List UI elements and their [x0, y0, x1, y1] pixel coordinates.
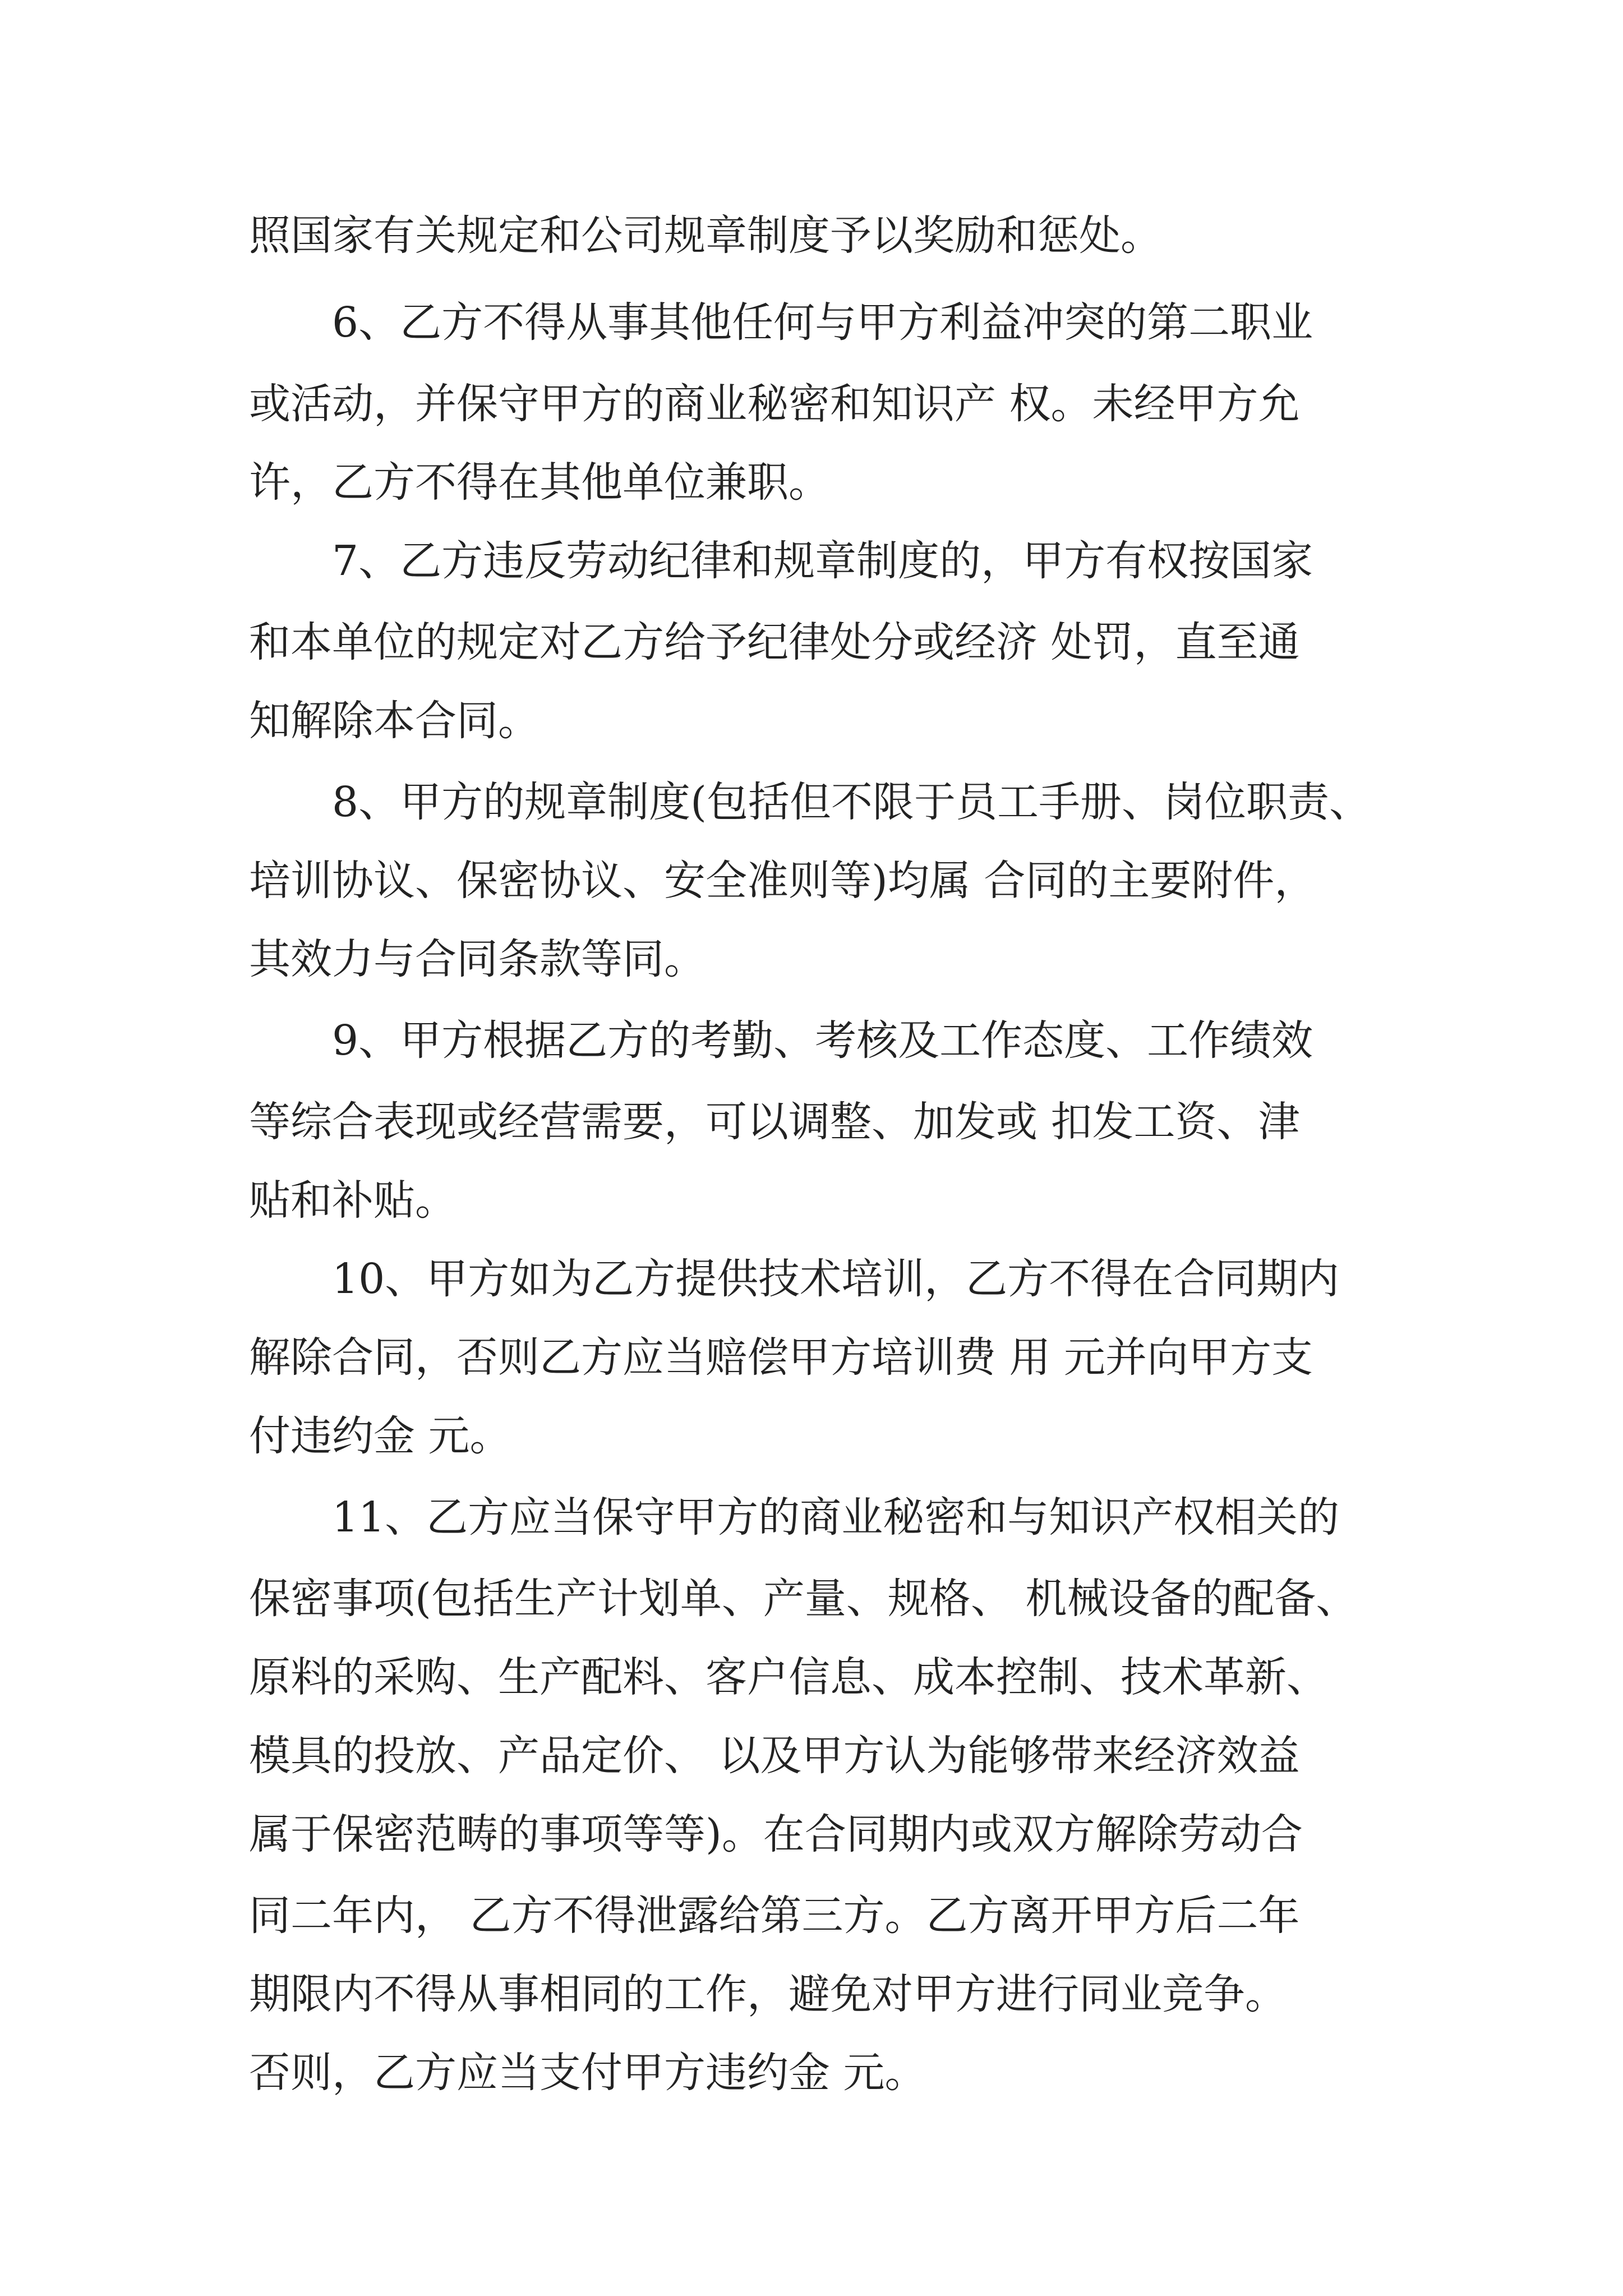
clause-7-start: 7、乙方违反劳动纪律和规章制度的，甲方有权按国家 — [332, 537, 1313, 585]
text-line: 等综合表现或经营需要，可以调整、加发或 扣发工资、津 — [249, 1098, 1300, 1146]
text-line: 培训协议、保密协议、安全准则等)均属 合同的主要附件， — [249, 857, 1316, 905]
text-line: 其效力与合同条款等同。 — [249, 935, 706, 983]
text-line: 解除合同，否则乙方应当赔偿甲方培训费 用 元并向甲方支 — [249, 1333, 1313, 1382]
text-line: 期限内不得从事相同的工作，避免对甲方进行同业竞争。 — [249, 1970, 1287, 2018]
text-line: 否则，乙方应当支付甲方违约金 元。 — [249, 2049, 926, 2097]
clause-8-start: 8、甲方的规章制度(包括但不限于员工手册、岗位职责、 — [332, 778, 1371, 826]
text-line: 同二年内， 乙方不得泄露给第三方。乙方离开甲方后二年 — [249, 1892, 1300, 1940]
text-line: 付违约金 元。 — [249, 1412, 511, 1460]
clause-11-start: 11、乙方应当保守甲方的商业秘密和与知识产权相关的 — [332, 1493, 1340, 1542]
text-line: 照国家有关规定和公司规章制度予以奖励和惩处。 — [249, 211, 1162, 260]
text-line: 知解除本合同。 — [249, 697, 540, 745]
clause-6-start: 6、乙方不得从事其他任何与甲方利益冲突的第二职业 — [332, 298, 1313, 347]
text-line: 保密事项(包括生产计划单、产量、规格、 机械设备的配备、 — [249, 1575, 1358, 1623]
text-line: 许，乙方不得在其他单位兼职。 — [249, 458, 830, 507]
text-line: 模具的投放、产品定价、 以及甲方认为能够带来经济效益 — [249, 1732, 1300, 1780]
text-line: 原料的采购、生产配料、客户信息、成本控制、技术革新、 — [249, 1653, 1328, 1701]
text-line: 或活动，并保守甲方的商业秘密和知识产 权。未经甲方允 — [249, 380, 1300, 428]
clause-10-start: 10、甲方如为乙方提供技术培训，乙方不得在合同期内 — [332, 1255, 1340, 1303]
text-line: 属于保密范畴的事项等等)。在合同期内或双方解除劳动合 — [249, 1810, 1303, 1858]
clause-9-start: 9、甲方根据乙方的考勤、考核及工作态度、工作绩效 — [332, 1016, 1313, 1065]
text-line: 贴和补贴。 — [249, 1176, 457, 1225]
text-line: 和本单位的规定对乙方给予纪律处分或经济 处罚，直至通 — [249, 618, 1300, 666]
